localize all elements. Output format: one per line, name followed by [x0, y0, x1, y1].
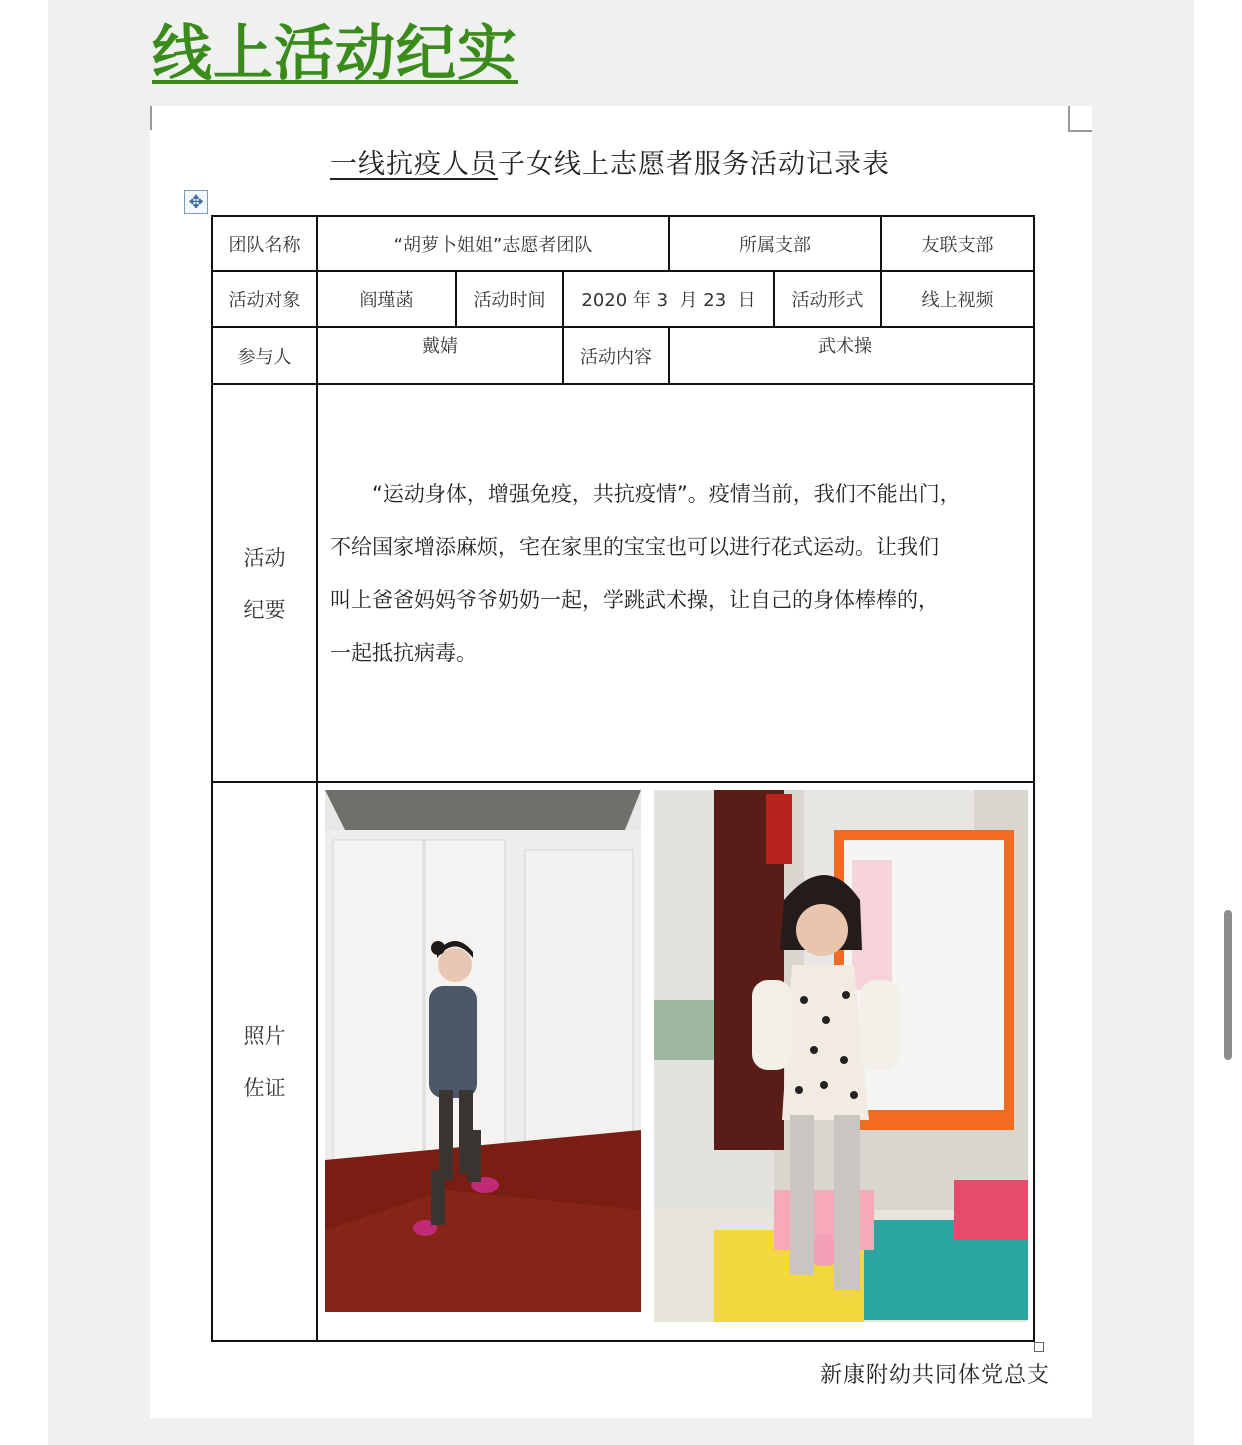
table-move-icon[interactable]: ✥	[184, 190, 208, 214]
branch-label: 所属支部	[739, 234, 811, 256]
form-value: 线上视频	[921, 290, 994, 311]
form-label: 活动形式	[791, 290, 864, 311]
summary-line: 不给国家增添麻烦，宅在家里的宝宝也可以进行花式运动。让我们	[330, 535, 939, 559]
table-rule	[211, 781, 1035, 783]
summary-label-line: 纪要	[243, 598, 286, 622]
document-title	[150, 142, 1070, 181]
document-title-rest: 子女线上志愿者服务活动记录表	[498, 149, 890, 180]
table-resize-handle[interactable]	[1034, 1342, 1044, 1352]
summary-line: 一起抵抗病毒。	[330, 641, 477, 665]
participant-value: 戴婧	[422, 336, 458, 357]
target-value: 阎瑾菡	[359, 290, 414, 311]
photo-label	[213, 1010, 316, 1114]
time-label: 活动时间	[473, 290, 546, 311]
target-label: 活动对象	[228, 290, 301, 311]
page-corner-mark	[150, 106, 152, 130]
table-rule	[211, 383, 1035, 385]
team-name-label: 团队名称	[228, 234, 301, 256]
participant-label: 参与人	[237, 346, 292, 368]
page-heading: 线上活动纪实	[152, 19, 518, 89]
photo-label-line: 照片	[243, 1024, 286, 1048]
page-corner-mark	[1068, 130, 1092, 132]
document-footer: 新康附幼共同体党总支	[820, 1363, 1051, 1388]
content-value: 武术操	[818, 336, 872, 357]
summary-label-line: 活动	[243, 546, 286, 570]
photo-label-line: 佐证	[243, 1076, 286, 1100]
summary-line: 叫上爸爸妈妈爷爷奶奶一起，学跳武术操，让自己的身体棒棒的，	[330, 588, 939, 612]
evidence-photo-1	[325, 790, 641, 1312]
evidence-photo-2	[654, 790, 1028, 1322]
summary-line: “运动身体，增强免疫，共抗疫情”。疫情当前，我们不能出门，	[372, 482, 961, 506]
content-label: 活动内容	[580, 346, 652, 368]
page-corner-mark	[1068, 106, 1070, 130]
branch-value: 友联支部	[921, 234, 994, 256]
summary-label	[213, 532, 316, 636]
document-title-underlined: 一线抗疫人员	[330, 149, 498, 180]
time-value: 2020 年 3 月 23 日	[581, 290, 756, 311]
vertical-scrollbar[interactable]	[1224, 910, 1232, 1060]
summary-text	[330, 468, 1030, 680]
table-rule	[316, 215, 318, 1342]
team-name-value: “胡萝卜姐姐”志愿者团队	[393, 234, 593, 256]
